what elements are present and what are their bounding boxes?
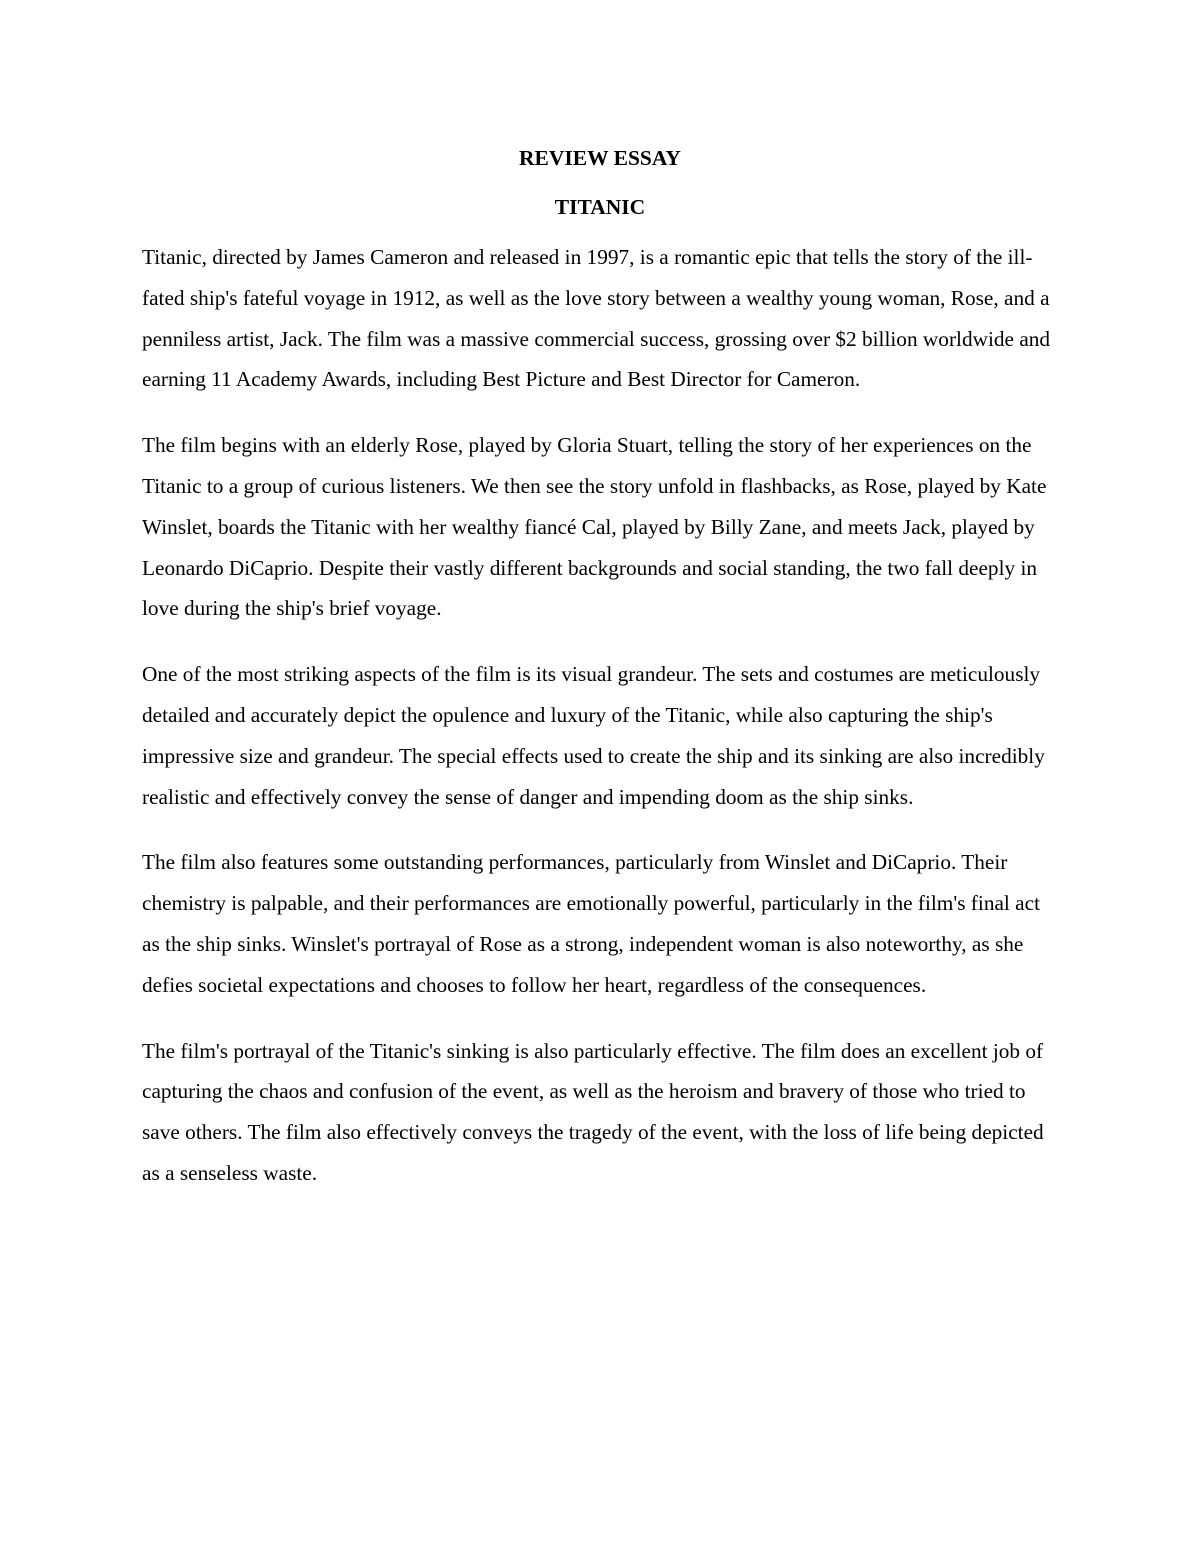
essay-paragraph: One of the most striking aspects of the film is its visual grandeur. The sets and costumes are meticulously detailed and accurately depict the opulence and luxury of the Titanic, while also capturing the ship's impressive size and grandeur. The special effects used to create the ship and its sinking are also incredibly realistic and effectively convey the sense of danger and impending doom as the ship sinks. [142,662,1045,809]
document-subheading: TITANIC [554,195,646,219]
essay-paragraph: The film's portrayal of the Titanic's sinking is also particularly effective. The film does an excellent job of capturing the chaos and confusion of the event, as well as the heroism and bravery of those who tried to save others. The film also effectively conveys the tragedy of the event, with the loss of life being depicted as a senseless waste. [142,1038,1044,1185]
document-heading: REVIEW ESSAY [519,146,681,170]
essay-paragraph: The film begins with an elderly Rose, played by Gloria Stuart, telling the story of her experiences on the Titanic to a group of curious listeners. We then see the story unfold in flashbacks, as Rose, played by Kate Winslet, boards the Titanic with her wealthy fiancé Cal, played by Billy Zane, and meets Jack, played by Leonardo DiCaprio. Despite their vastly different backgrounds and social standing, the two fall deeply in love during the ship's brief voyage. [142,433,1047,621]
essay-paragraph: The film also features some outstanding performances, particularly from Winslet and DiCaprio. Their chemistry is palpable, and their performances are emotionally powerful, particularly in the film's final act as the ship sinks. Winslet's portrayal of Rose as a strong, independent woman is also noteworthy, as she defies societal expectations and chooses to follow her heart, regardless of the consequences. [142,850,1040,997]
essay-paragraph: Titanic, directed by James Cameron and released in 1997, is a romantic epic that tells the story of the ill-fated ship's fateful voyage in 1912, as well as the love story between a wealthy young woman, Rose, and a penniless artist, Jack. The film was a massive commercial success, grossing over $2 billion worldwide and earning 11 Academy Awards, including Best Picture and Best Director for Cameron. [142,245,1051,392]
essay-body [142,237,1058,1194]
